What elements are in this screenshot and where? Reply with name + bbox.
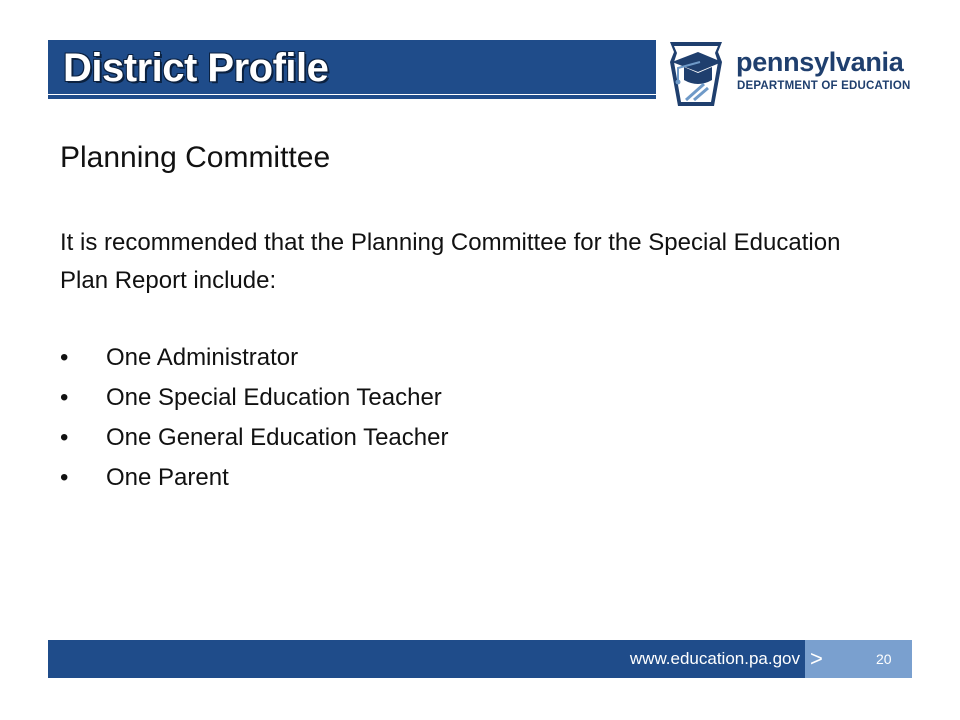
- bullet-icon: •: [60, 344, 69, 371]
- title-underline: [48, 95, 656, 99]
- list-item-text: One General Education Teacher: [106, 424, 449, 451]
- list-item-text: One Special Education Teacher: [106, 384, 442, 411]
- pa-education-logo: [664, 40, 924, 108]
- slide-title: District Profile: [63, 46, 329, 90]
- chevron-right-icon: >: [810, 646, 823, 671]
- footer-url-link[interactable]: www.education.pa.gov: [629, 649, 800, 668]
- list-item-text: One Parent: [106, 464, 229, 491]
- keystone-mortarboard-icon: [664, 40, 728, 108]
- logo-subtitle: DEPARTMENT OF EDUCATION: [737, 80, 911, 92]
- page-number: 20: [876, 651, 892, 667]
- list-item-text: One Administrator: [106, 344, 299, 371]
- logo-wordmark: pennsylvania: [736, 47, 904, 77]
- bullet-icon: •: [60, 384, 69, 411]
- bullet-icon: •: [60, 424, 69, 451]
- bullet-icon: •: [60, 464, 69, 491]
- section-heading: Planning Committee: [60, 141, 331, 174]
- intro-paragraph: It is recommended that the Planning Committee for the Special Education Plan Report include:: [60, 229, 841, 294]
